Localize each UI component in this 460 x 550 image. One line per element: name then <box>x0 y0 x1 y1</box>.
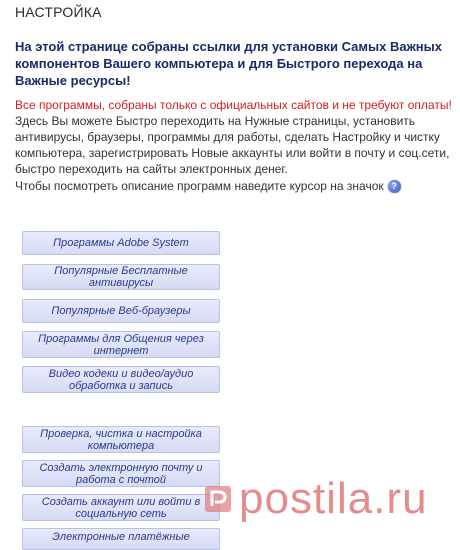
browsers-label: Популярные Веб-браузеры <box>51 305 191 317</box>
video-codecs-label: Видео кодеки и видео/аудио обработка и запись <box>48 367 194 392</box>
antivirus-label: Популярные Бесплатные антивирусы <box>54 265 188 289</box>
hover-hint <box>15 178 401 194</box>
intro-description: Здесь Вы можете Быстро переходить на Нужные страницы, установить антивирусы, браузеры, программы для работы, сделать Настройку и чистку компьютера, зарегистрировать Новые аккаунты или войти в почту и соц.сети, быстро переходить на сайты электронных денег. <box>15 114 450 176</box>
page-title: НАСТРОЙКА <box>15 4 102 20</box>
watermark-text: postila.ru <box>239 474 428 523</box>
social-account-button[interactable] <box>22 494 220 521</box>
pc-cleanup-button[interactable] <box>22 426 220 453</box>
create-email-label: Создать электронную почту и работа с почтой <box>39 461 203 486</box>
adobe-programs-button[interactable] <box>22 231 220 255</box>
postila-logo-icon <box>203 484 233 514</box>
help-icon[interactable]: ? <box>388 180 401 193</box>
adobe-programs-label: Программы Adobe System <box>53 237 189 249</box>
antivirus-button[interactable] <box>22 264 220 290</box>
social-account-label: Создать аккаунт или войти в социальную сеть <box>41 495 201 520</box>
postila-watermark <box>239 474 428 524</box>
browsers-button[interactable] <box>22 299 220 323</box>
free-programs-notice: Все программы, собраны только с официальных сайтов и не требуют оплаты! <box>15 98 452 112</box>
hover-hint-text: Чтобы посмотреть описание программ наведите курсор на значок <box>15 179 384 193</box>
intro-heading: На этой странице собраны ссылки для установки Самых Важных компонентов Вашего компьютера и для Быстрого перехода на Важные ресурсы! <box>15 39 442 88</box>
create-email-button[interactable] <box>22 460 220 487</box>
video-codecs-button[interactable] <box>22 366 220 393</box>
communication-programs-button[interactable] <box>22 331 220 358</box>
e-payments-label: Электронные платёжные <box>52 531 190 543</box>
e-payments-button[interactable] <box>22 528 220 550</box>
pc-cleanup-label: Проверка, чистка и настройка компьютера <box>40 427 202 452</box>
communication-programs-label: Программы для Общения через интернет <box>38 332 204 357</box>
